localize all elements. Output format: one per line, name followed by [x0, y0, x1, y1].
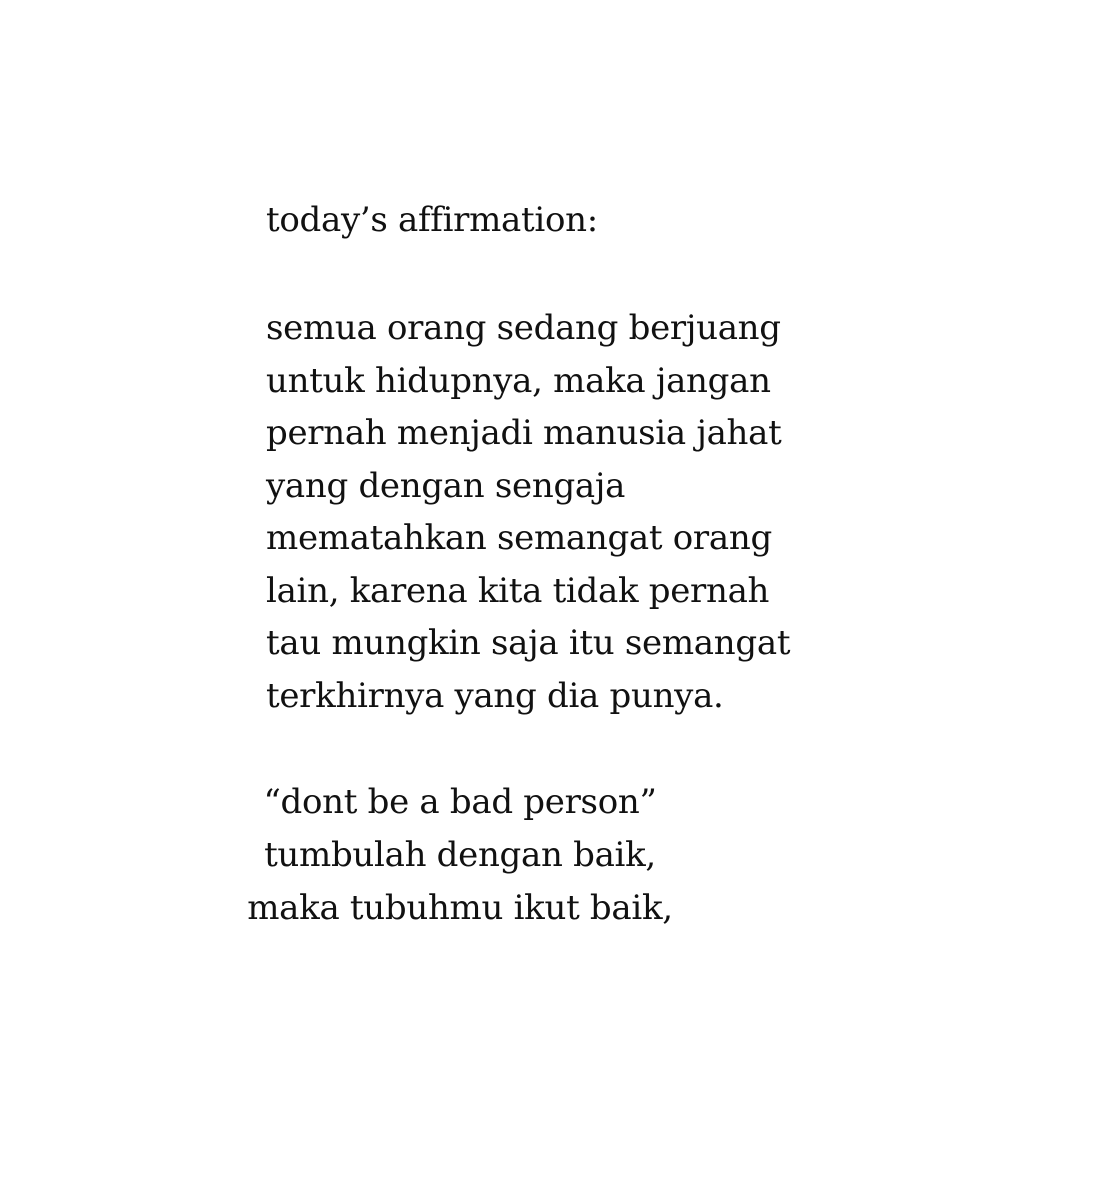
body-line: pernah menjadi manusia jahat: [266, 413, 782, 453]
quote-line: maka tubuhmu ikut baik,: [247, 888, 673, 928]
affirmation-heading: today’s affirmation:: [266, 200, 598, 240]
quote-block: [180, 776, 740, 935]
quote-line: tumbulah dengan baik,: [264, 835, 656, 875]
affirmation-body: [266, 302, 906, 722]
body-line: terkhirnya yang dia punya.: [266, 675, 724, 716]
body-line: tau mungkin saja itu semangat: [266, 623, 791, 663]
body-line: lain, karena kita tidak pernah: [266, 570, 770, 611]
body-line: untuk hidupnya, maka jangan: [266, 360, 771, 401]
quote-line: “dont be a bad person”: [263, 782, 657, 822]
body-line: yang dengan sengaja: [266, 465, 626, 506]
body-line: semua orang sedang berjuang: [266, 308, 781, 348]
body-line: mematahkan semangat orang: [266, 518, 772, 558]
